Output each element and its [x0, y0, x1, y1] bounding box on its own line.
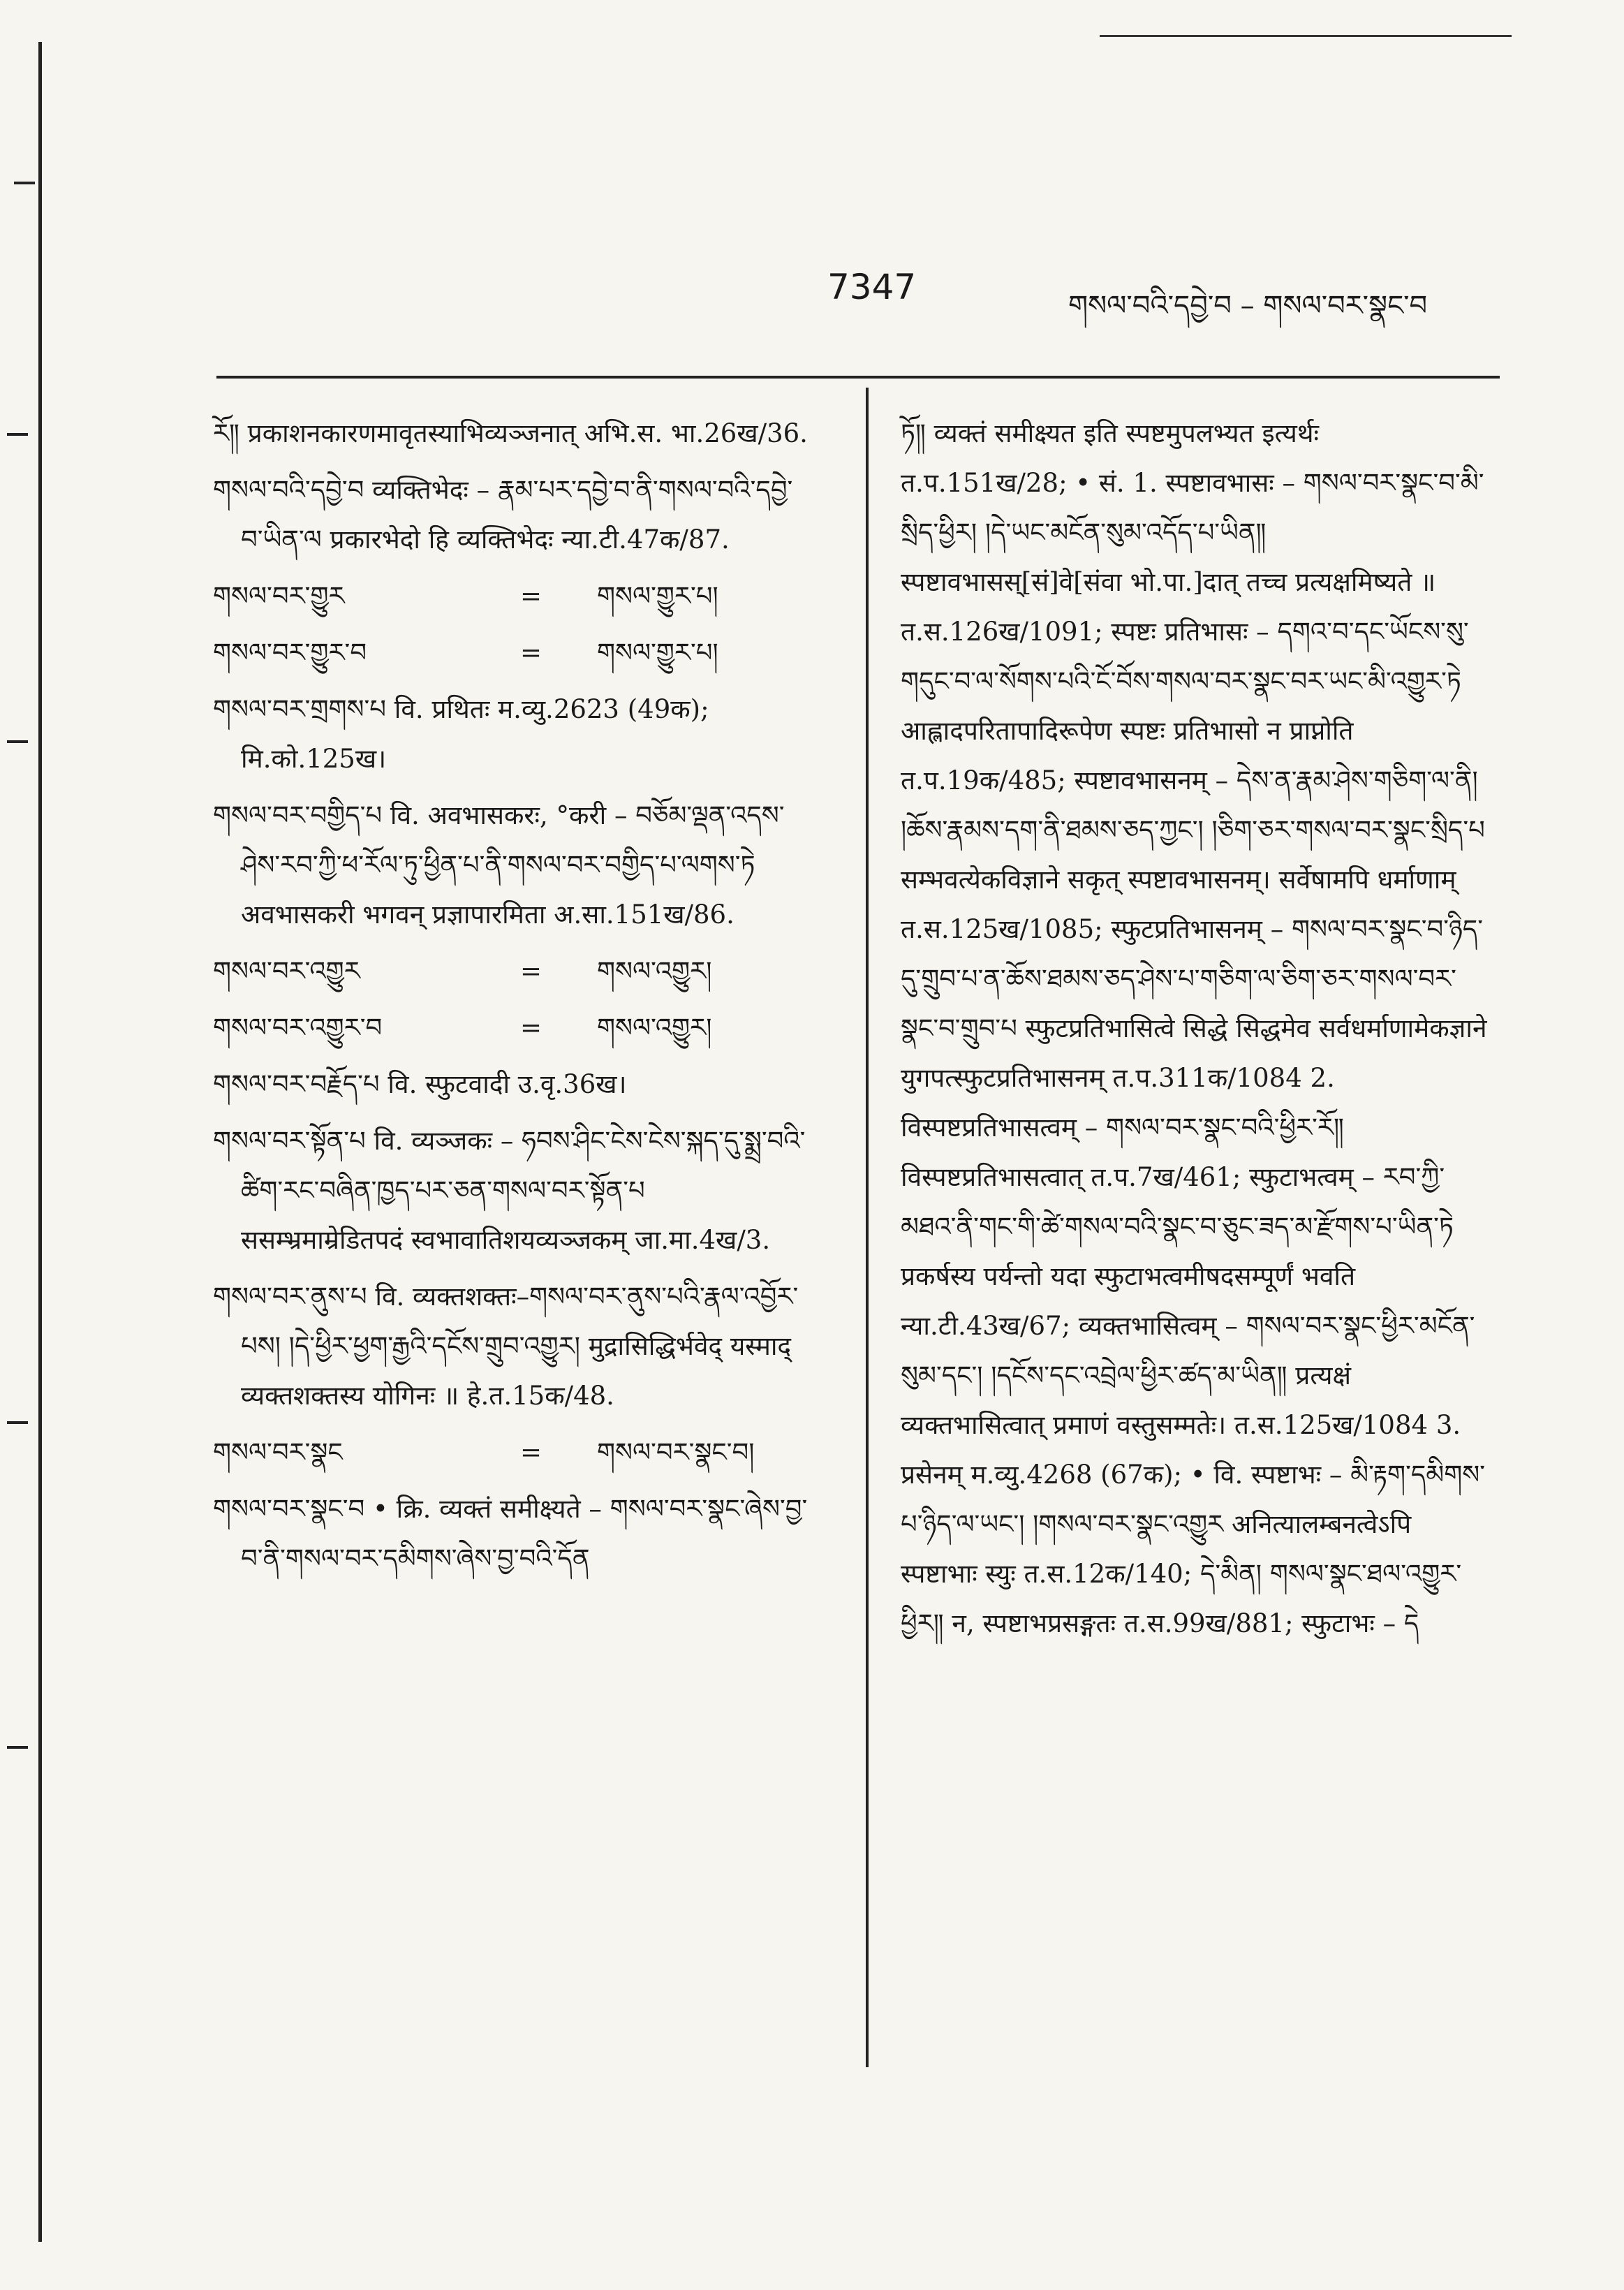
right-column [901, 409, 1491, 1655]
reference-target: གསལ་འགྱུར། [597, 956, 712, 986]
scan-edge-mark [7, 433, 28, 436]
dictionary-entry: གསལ་བར་སྟོན་པ वि. व्यञ्जकः – ཧབས་ཤིང་ངེས་ངེས་སྐད་དུ་སྨྲ་བའི་ཚིག་རང་བཞིན་ཁྱད་པར་ཅན་གསལ་བར་སྟོན་པ ससम्भ्रमाम्रेडितपदं स्वभावातिशयव्यञ्जकम् जा.मा.4ख/3. [213, 1126, 806, 1255]
headword: གསལ་བར་གྱུར་བ [213, 638, 367, 668]
equals-sign: = [520, 956, 542, 986]
scan-edge-mark [7, 740, 28, 743]
scan-edge-mark [7, 1421, 28, 1424]
headword: གསལ་བར་གྱུར [213, 581, 345, 611]
cross-reference-entry [213, 571, 813, 621]
equals-sign: = [520, 1437, 542, 1467]
cross-reference-entry [213, 1003, 813, 1052]
cross-reference-entry [213, 946, 813, 996]
top-rule [1100, 35, 1512, 37]
scan-edge-mark [7, 1746, 28, 1749]
equals-sign: = [520, 1013, 542, 1043]
page-number: 7347 [827, 267, 917, 307]
dictionary-entry: གསལ་བའི་དབྱེ་བ व्यक्तिभेदः – རྣམ་པར་དབྱེ་བ་ནི་གསལ་བའི་དབྱེ་བ་ཡིན་ལ प्रकारभेदो हि व्यक्तिभेदः न्या.टी.47क/87. [213, 475, 793, 555]
headword: གསལ་བར་སྣང [213, 1437, 343, 1467]
equals-sign: = [520, 638, 542, 668]
equals-sign: = [520, 581, 542, 611]
scan-edge-line [38, 42, 42, 2242]
reference-target: གསལ་བར་སྣང་བ། [597, 1437, 755, 1467]
column-divider [866, 388, 869, 2067]
headword: གསལ་བར་འགྱུར [213, 956, 360, 986]
headword: གསལ་བར་འགྱུར་བ [213, 1013, 383, 1043]
left-column [213, 409, 813, 1590]
dictionary-entry: གསལ་བར་སྣང་བ • क्रि. व्यक्तं समीक्ष्यते – གསལ་བར་སྣང་ཞེས་བྱ་བ་ནི་གསལ་བར་དམིགས་ཞེས་བྱ་བའི་དོན [213, 1494, 808, 1573]
reference-target: གསལ་གྱུར་པ། [597, 581, 718, 611]
entry-continuation: རོ༎ प्रकाशनकारणमावृतस्याभिव्यञ्जनात् अभि.स. भा.26ख/36. [213, 418, 808, 448]
cross-reference-entry [213, 1427, 813, 1477]
reference-target: གསལ་གྱུར་པ། [597, 638, 718, 668]
scan-edge-mark [14, 182, 35, 184]
dictionary-entry: གསལ་བར་ནུས་པ वि. व्यक्तशक्तः–གསལ་བར་ནུས་པའི་རྣལ་འབྱོར་པས། །དེ་ཕྱིར་ཕྱག་རྒྱའི་དངོས་གྲུབ་འགྱུར། मुद्रासिद्धिर्भवेद् यस्माद् व्यक्तशक्तस्य योगिनः ॥ हे.त.15क/48. [213, 1282, 799, 1411]
reference-target: གསལ་འགྱུར། [597, 1013, 712, 1043]
cross-reference-entry [213, 628, 813, 677]
page-header [0, 258, 1624, 342]
dictionary-entry: གསལ་བར་གྲགས་པ वि. प्रथितः म.व्यु.2623 (49क); मि.को.125ख। [213, 694, 709, 774]
entry-continuation: ཏོ༎ व्यक्तं समीक्ष्यत इति स्पष्टमुपलभ्यत इत्यर्थः त.प.151ख/28; • सं. 1. स्पष्टावभासः – གསལ་བར་སྣང་བ་མི་སྲིད་ཕྱིར། །དེ་ཡང་མངོན་སུམ་འདོད་པ་ཡིན༎ स्पष्टावभासस्[सं]वे[संवा भो.पा.]दात् तच्च प्रत्यक्षमिष्यते ॥ त.स.126ख/1091; स्पष्टः प्रतिभासः – དགའ་བ་དང་ཡོངས་སུ་གདུང་བ་ལ་སོགས་པའི་ངོ་བོས་གསལ་བར་སྣང་བར་ཡང་མི་འགྱུར་ཏེ आह्लादपरितापादिरूपेण स्पष्टः प्रतिभासो न प्राप्नोति त.प.19क/485; स्पष्टावभासनम् – དེས་ན་རྣམ་ཤེས་གཅིག་ལ་ནི། །ཆོས་རྣམས་དག་ནི་ཐམས་ཅད་ཀྱང་། །ཅིག་ཅར་གསལ་བར་སྣང་སྲིད་པ सम्भवत्येकविज्ञाने सकृत् स्पष्टावभासनम्। सर्वेषामपि धर्माणाम् त.स.125ख/1085; स्फुटप्रतिभासनम् – གསལ་བར་སྣང་བ་ཉིད་དུ་གྲུབ་པ་ན་ཆོས་ཐམས་ཅད་ཤེས་པ་གཅིག་ལ་ཅིག་ཅར་གསལ་བར་སྣང་བ་གྲུབ་པ स्फुटप्रतिभासित्वे सिद्धे सिद्धमेव सर्वधर्माणामेकज्ञाने युगपत्स्फुटप्रतिभासनम् त.प.311क/1084 2. विस्पष्टप्रतिभासत्वम् – གསལ་བར་སྣང་བའི་ཕྱིར་རོ༎ विस्पष्टप्रतिभासत्वात् त.प.7ख/461; स्फुटाभत्वम् – རབ་ཀྱི་མཐའ་ནི་གང་གི་ཚེ་གསལ་བའི་སྣང་བ་ཅུང་ཟད་མ་རྫོགས་པ་ཡིན་ཏེ प्रकर्षस्य पर्यन्तो यदा स्फुटाभत्वमीषदसम्पूर्णं भवति न्या.टी.43ख/67; व्यक्तभासित्वम् – གསལ་བར་སྣང་ཕྱིར་མངོན་སུམ་དང་། །དངོས་དང་འབྲེལ་ཕྱིར་ཚད་མ་ཡིན༎ प्रत्यक्षं व्यक्तभासित्वात् प्रमाणं वस्तुसम्मतेः। त.स.125ख/1084 3. प्रसेनम् म.व्यु.4268 (67क); • वि. स्पष्टाभः – མི་རྟག་དམིགས་པ་ཉིད་ལ་ཡང་། །གསལ་བར་སྣང་འགྱུར अनित्यालम्बनत्वेऽपि स्पष्टाभाः स्युः त.स.12क/140; དེ་མིན། གསལ་སྣང་ཐལ་འགྱུར་ཕྱིར༎ न, स्पष्टाभप्रसङ्गतः त.स.99ख/881; स्फुटाभः – དེ [901, 418, 1487, 1638]
header-rule [216, 376, 1500, 379]
running-head: གསལ་བའི་དབྱེ་བ – གསལ་བར་སྣང་བ [1068, 290, 1428, 322]
dictionary-entry: གསལ་བར་བརྗོད་པ वि. स्फुटवादी उ.वृ.36ख। [213, 1069, 627, 1099]
dictionary-entry: གསལ་བར་བགྱིད་པ वि. अवभासकरः, °करी – བཅོམ་ལྡན་འདས་ཤེས་རབ་ཀྱི་ཕ་རོལ་ཏུ་ཕྱིན་པ་ནི་གསལ་བར་བགྱིད་པ་ལགས་ཏེ अवभासकरी भगवन् प्रज्ञापारमिता अ.सा.151ख/86. [213, 800, 785, 930]
